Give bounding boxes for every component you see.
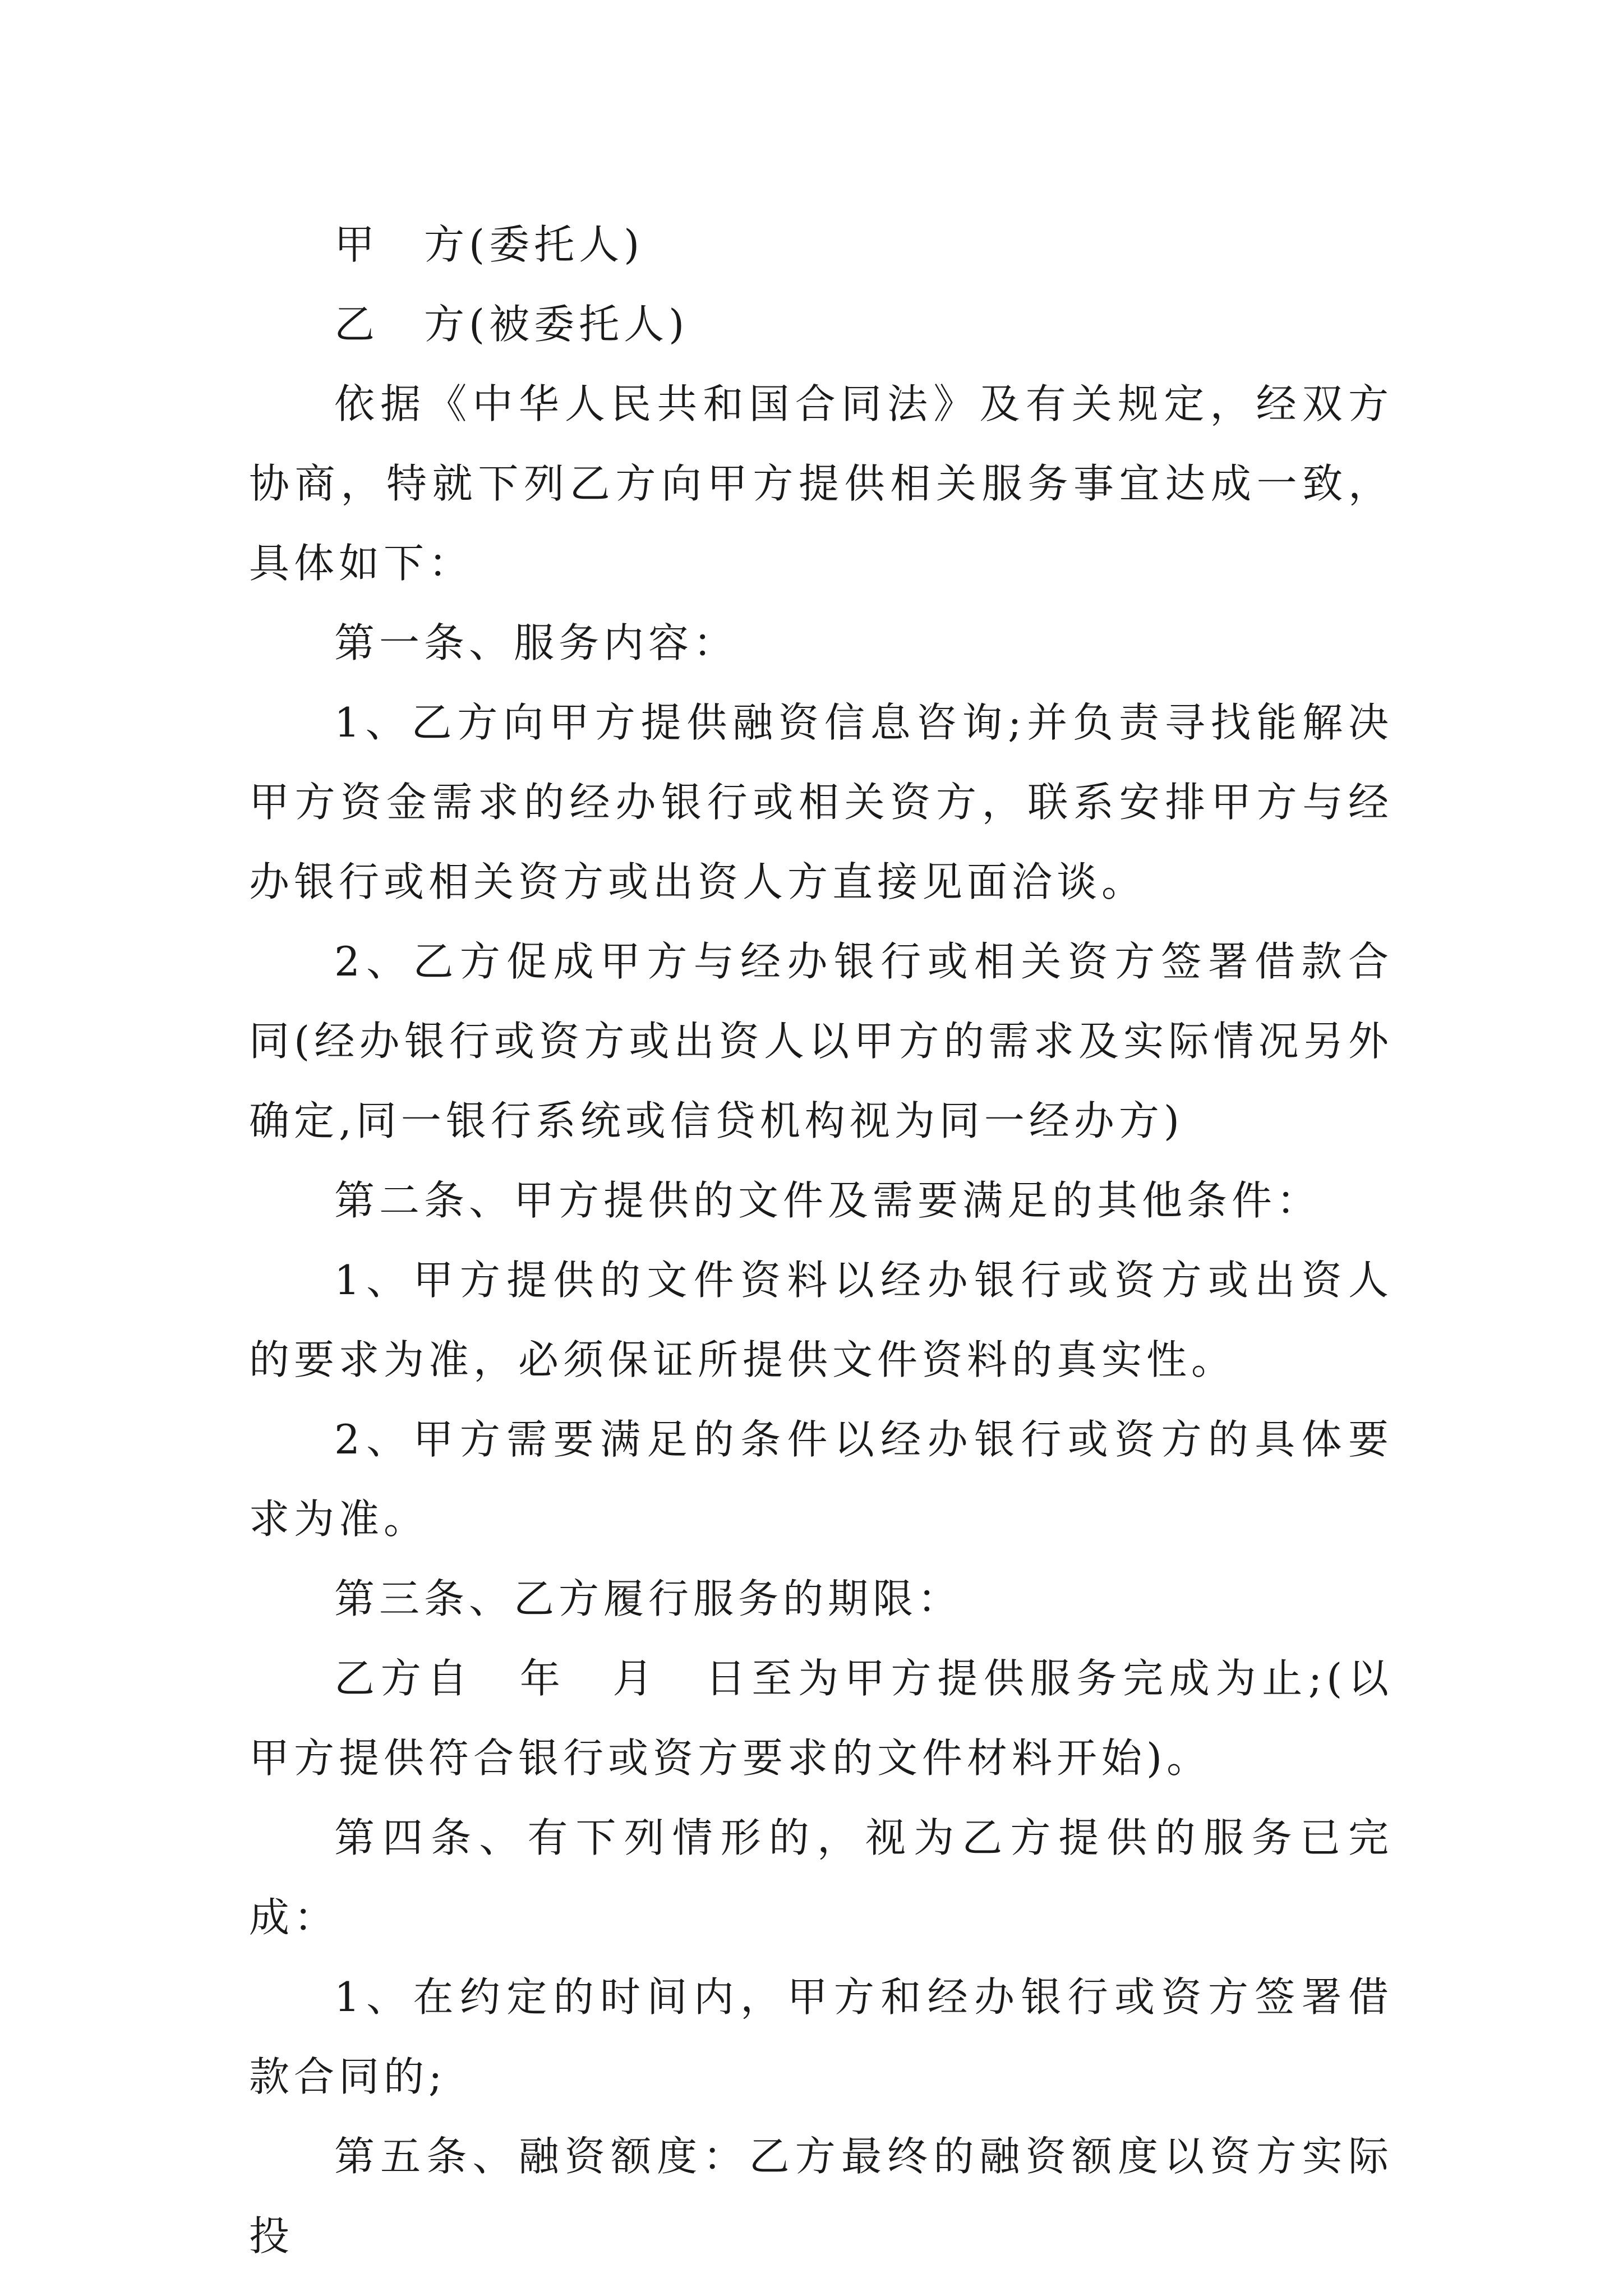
party-b-line: 乙 方(被委托人) [334, 301, 689, 348]
article-3-term: 乙方自 年 月 日至为甲方提供服务完成为止;(以甲方提供符合银行或资方要求的文件材料开始)。 [249, 1655, 1393, 1782]
article-2-clause-1: 1、甲方提供的文件资料以经办银行或资方或出资人的要求为准，必须保证所提供文件资料的真实性。 [249, 1257, 1393, 1383]
article-2-clause-2: 2、甲方需要满足的条件以经办银行或资方的具体要求为准。 [249, 1416, 1393, 1543]
article-1-clause-1: 1、乙方向甲方提供融资信息咨询;并负责寻找能解决甲方资金需求的经办银行或相关资方，联系安排甲方与经办银行或相关资方或出资人方直接见面洽谈。 [249, 699, 1393, 905]
preamble-paragraph: 依据《中华人民共和国合同法》及有关规定，经双方协商，特就下列乙方向甲方提供相关服务事宜达成一致，具体如下： [249, 380, 1393, 587]
article-2-heading: 第二条、甲方提供的文件及需要满足的其他条件： [334, 1177, 1322, 1224]
contract-body [249, 205, 1393, 2276]
article-3-heading: 第三条、乙方履行服务的期限： [334, 1575, 963, 1622]
article-1-clause-2: 2、乙方促成甲方与经办银行或相关资方签署借款合同(经办银行或资方或出资人以甲方的需求及实际情况另外确定,同一银行系统或信贷机构视为同一经办方) [249, 938, 1393, 1144]
article-5-paragraph: 第五条、融资额度：乙方最终的融资额度以资方实际投 [249, 2133, 1393, 2260]
article-1-heading: 第一条、服务内容： [334, 619, 739, 666]
article-4-heading: 第四条、有下列情形的，视为乙方提供的服务已完成： [249, 1814, 1393, 1941]
party-a-line: 甲 方(委托人) [334, 221, 644, 268]
article-4-clause-1: 1、在约定的时间内，甲方和经办银行或资方签署借款合同的; [249, 1973, 1393, 2100]
